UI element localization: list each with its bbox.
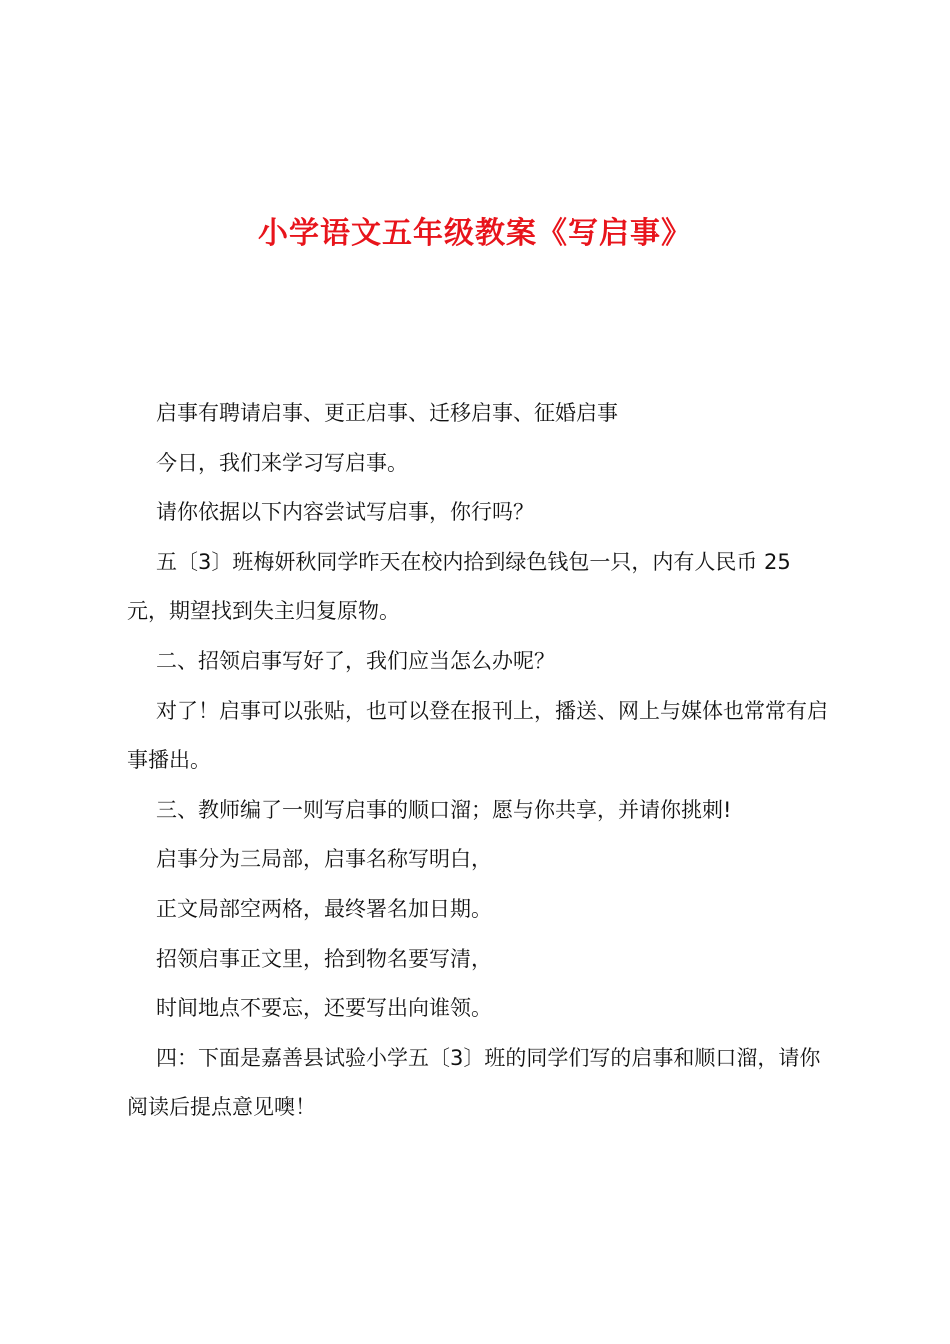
paragraph: 启事分为三局部，启事名称写明白， xyxy=(156,847,492,872)
document-title: 小学语文五年级教案《写启事》 xyxy=(258,216,692,251)
document-body xyxy=(127,389,837,1133)
paragraph: 正文局部空两格，最终署名加日期。 xyxy=(156,896,492,921)
paragraph: 五〔3〕班梅妍秋同学昨天在校内拾到绿色钱包一只，内有人民币 25 元，期望找到失主归复原物。 xyxy=(127,549,791,624)
paragraph: 今日，我们来学习写启事。 xyxy=(156,450,408,475)
paragraph: 三、教师编了一则写启事的顺口溜；愿与你共享，并请你挑刺! xyxy=(156,797,732,822)
paragraph: 二、招领启事写好了，我们应当怎么办呢？ xyxy=(156,648,555,673)
paragraph: 四：下面是嘉善县试验小学五〔3〕班的同学们写的启事和顺口溜，请你阅读后提点意见噢！ xyxy=(127,1045,821,1120)
paragraph: 时间地点不要忘，还要写出向谁领。 xyxy=(156,996,492,1021)
paragraph: 招领启事正文里，拾到物名要写清， xyxy=(156,946,492,971)
paragraph: 启事有聘请启事、更正启事、迁移启事、征婚启事 xyxy=(156,401,618,425)
paragraph: 对了！启事可以张贴，也可以登在报刊上，播送、网上与媒体也常常有启事播出。 xyxy=(127,698,828,773)
paragraph: 请你依据以下内容尝试写启事，你行吗？ xyxy=(156,500,534,525)
